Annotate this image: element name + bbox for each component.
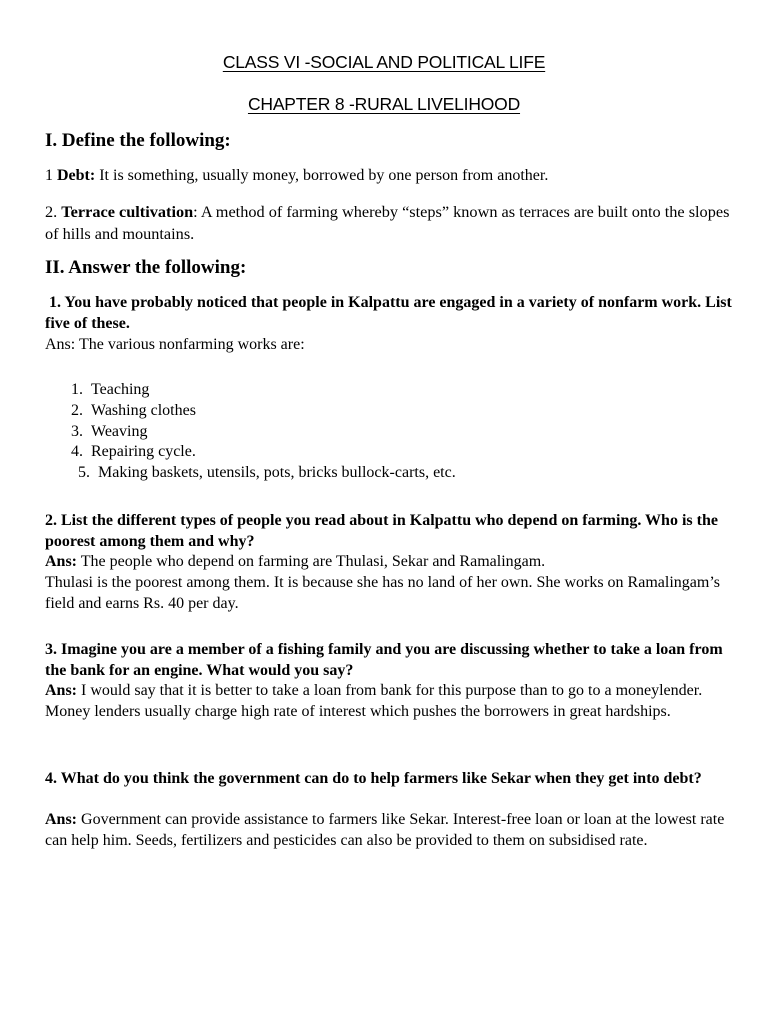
nonfarm-work-list (45, 380, 456, 484)
list-item-number: 3. (71, 422, 83, 440)
answer-label: Ans: (45, 553, 78, 570)
definition-text: It is something, usually money, borrowed by one person from another. (95, 167, 549, 184)
answer-text: The people who depend on farming are Thulasi, Sekar and Ramalingam. (77, 553, 546, 570)
answer-4 (45, 809, 735, 851)
definition-text: : A method of farming whereby “steps” known as terraces are built onto the slopes of hills and mountains. (45, 202, 730, 243)
definition-debt (45, 165, 735, 186)
answer-3 (45, 680, 735, 722)
question-4 (45, 768, 735, 789)
answer-2 (45, 551, 735, 614)
definition-number: 2. (45, 202, 62, 221)
list-item-number: 4. (71, 443, 83, 461)
list-item (45, 380, 456, 401)
question-text: 1. You have probably noticed that people in Kalpattu are engaged in a variety of nonfarm work. List five of these. (45, 294, 736, 332)
question-1 (45, 292, 735, 334)
answer-label: Ans: (45, 811, 78, 828)
list-item-text: Teaching (91, 381, 150, 398)
question-2 (45, 510, 735, 552)
list-item (45, 422, 456, 443)
definition-term: Debt: (57, 167, 96, 184)
question-3 (45, 639, 735, 681)
list-item-number: 1. (71, 381, 83, 398)
list-item-number: 5. (78, 464, 90, 482)
section-heading-define: I. Define the following: (45, 130, 231, 151)
question-text: 4. What do you think the government can do to help farmers like Sekar when they get into debt? (45, 770, 702, 787)
answer-text: I would say that it is better to take a loan from bank for this purpose than to go to a moneylender. Money lenders usually charge high rate of interest which pushes the borrowers in great hardships. (45, 682, 703, 720)
list-item-text: Repairing cycle. (91, 443, 196, 461)
definition-term: Terrace cultivation (61, 202, 194, 221)
list-item (45, 442, 456, 463)
list-item-text: Weaving (91, 422, 148, 440)
question-text: 2. List the different types of people you read about in Kalpattu who depend on farming. Who is the poorest among them and why? (45, 512, 718, 550)
list-item-text: Washing clothes (91, 401, 196, 419)
list-item-text: Making baskets, utensils, pots, bricks bullock-carts, etc. (98, 464, 456, 482)
section-heading-answer: II. Answer the following: (45, 257, 247, 278)
document-title: CLASS VI -SOCIAL AND POLITICAL LIFE (222, 52, 546, 72)
answer-text: Government can provide assistance to farmers like Sekar. Interest-free loan or loan at the lowest rate can help him. Seeds, fertilizers and pesticides can also be provided to them on subsidised rate. (45, 811, 725, 849)
answer-label: Ans: (45, 682, 78, 699)
question-text: 3. Imagine you are a member of a fishing family and you are discussing whether to take a loan from the bank for an engine. What would you say? (45, 641, 723, 679)
answer-1-intro: Ans: The various nonfarming works are: (45, 336, 305, 353)
chapter-title: CHAPTER 8 -RURAL LIVELIHOOD (247, 94, 521, 114)
definition-terrace-cultivation (45, 201, 735, 245)
definition-number: 1 (45, 167, 57, 184)
list-item (45, 463, 456, 484)
list-item-number: 2. (71, 401, 83, 419)
list-item (45, 401, 456, 422)
answer-text: Thulasi is the poorest among them. It is because she has no land of her own. She works on Ramalingam’s field and earns Rs. 40 per day. (45, 574, 720, 612)
